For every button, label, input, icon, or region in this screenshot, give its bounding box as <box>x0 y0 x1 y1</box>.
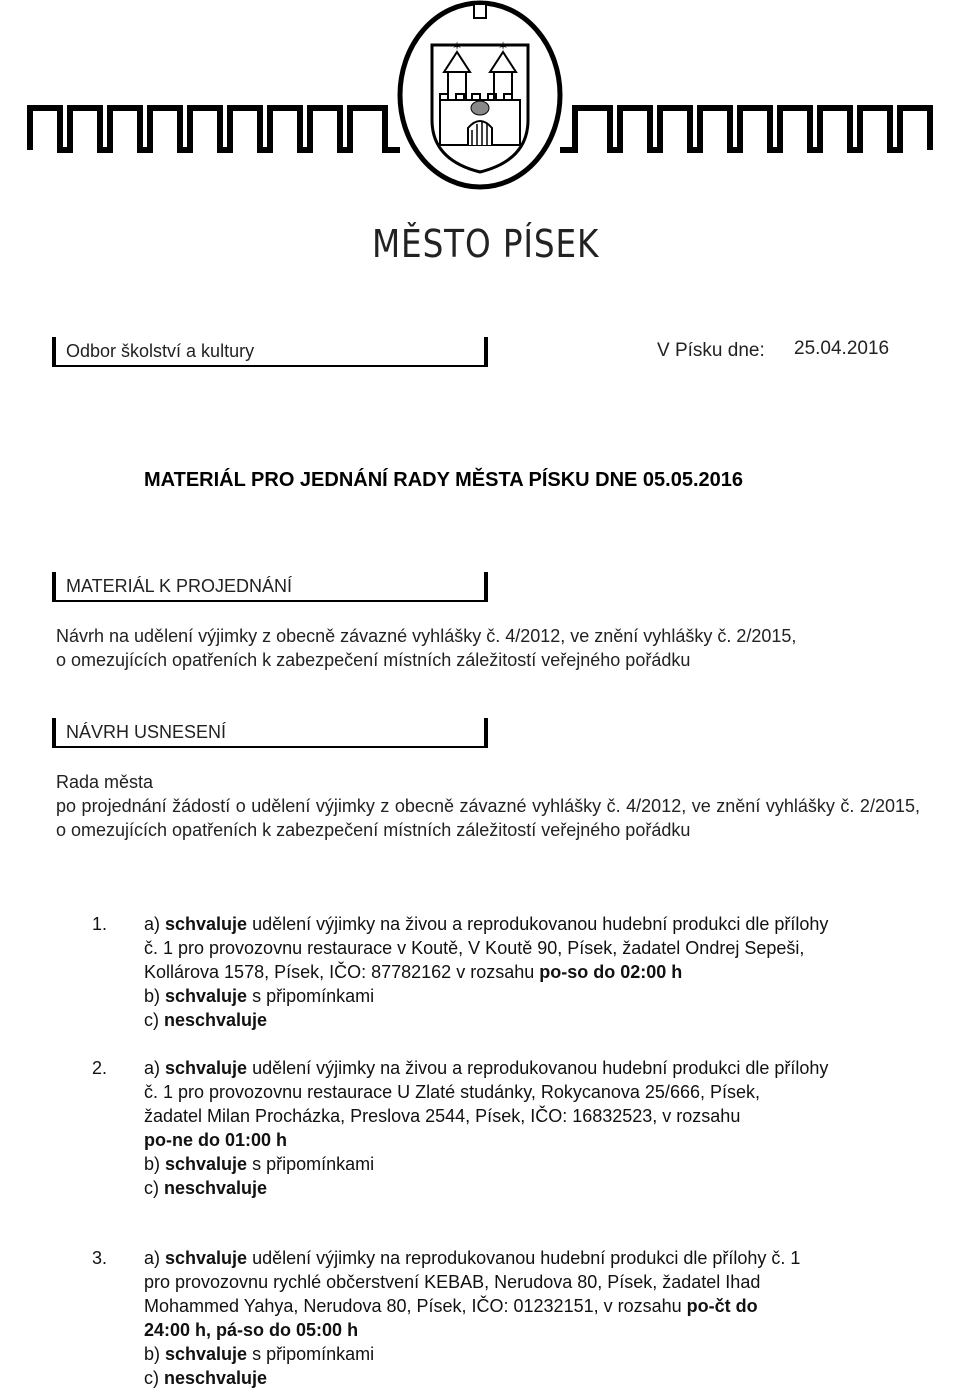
option-b-prefix: b) <box>144 1154 166 1174</box>
department-label: Odbor školství a kultury <box>52 337 488 367</box>
approve-keyword: schvaluje <box>165 986 248 1006</box>
approve-keyword: schvaluje <box>165 1248 248 1268</box>
date-value: 25.04.2016 <box>794 338 890 359</box>
item-text: č. 1 pro provozovnu restaurace v Koutě, V Koutě 90, Písek, žadatel Ondrej Sepeši, <box>144 938 805 958</box>
option-c-prefix: c) <box>144 1368 164 1388</box>
option-a-prefix: a) <box>144 914 166 934</box>
town-name: MĚSTO PÍSEK <box>372 222 600 266</box>
section-material-label: MATERIÁL K PROJEDNÁNÍ <box>52 572 488 602</box>
lion-icon <box>471 101 489 115</box>
item-text: pro provozovnu rychlé občerstvení KEBAB, Nerudova 80, Písek, žadatel Ihad <box>144 1272 761 1292</box>
material-line: o omezujících opatřeních k zabezpečení místních záležitostí veřejného pořádku <box>56 650 691 670</box>
item-text: č. 1 pro provozovnu restaurace U Zlaté studánky, Rokycanova 25/666, Písek, <box>144 1082 760 1102</box>
reject-keyword: neschvaluje <box>164 1010 268 1030</box>
reject-keyword: neschvaluje <box>164 1178 268 1198</box>
battlement-line-left-icon <box>30 108 400 150</box>
option-a-prefix: a) <box>144 1058 166 1078</box>
approve-keyword: schvaluje <box>165 914 248 934</box>
resolution-intro: po projednání žádostí o udělení výjimky z obecně závazné vyhlášky č. 4/2012, ve znění vyhlášky č. 2/2015, o omezujících opatřeních k zabezpečení místních záležitostí veřejného pořádku <box>56 796 920 840</box>
approve-keyword: schvaluje <box>165 1154 248 1174</box>
item-number: 3. <box>92 1248 108 1268</box>
hours-range: po-čt do <box>686 1296 758 1316</box>
hours-range: 24:00 h, pá-so do 05:00 h <box>144 1320 359 1340</box>
hours-range: po-ne do 01:00 h <box>144 1130 288 1150</box>
item-text: udělení výjimky na živou a reprodukovanou hudební produkci dle přílohy <box>247 1058 829 1078</box>
item-number: 2. <box>92 1058 108 1078</box>
svg-text:✶: ✶ <box>451 39 463 53</box>
item-text: žadatel Milan Procházka, Preslova 2544, Písek, IČO: 16832523, v rozsahu <box>144 1106 741 1126</box>
reject-keyword: neschvaluje <box>164 1368 268 1388</box>
battlement-line-right-icon <box>560 108 930 150</box>
option-b-prefix: b) <box>144 986 166 1006</box>
item-text: s připomínkami <box>247 1154 375 1174</box>
hours-range: po-so do 02:00 h <box>539 962 683 982</box>
material-description <box>56 624 916 672</box>
material-line: Návrh na udělení výjimky z obecně závazné vyhlášky č. 4/2012, ve znění vyhlášky č. 2/2015, <box>56 626 797 646</box>
approve-keyword: schvaluje <box>165 1344 248 1364</box>
item-text: s připomínkami <box>247 986 375 1006</box>
coat-of-arms-logo <box>0 0 960 220</box>
list-item <box>92 1056 912 1200</box>
option-c-prefix: c) <box>144 1178 164 1198</box>
item-text: udělení výjimky na živou a reprodukovanou hudební produkci dle přílohy <box>247 914 829 934</box>
item-text: udělení výjimky na reprodukovanou hudební produkci dle přílohy č. 1 <box>247 1248 801 1268</box>
date-label: V Písku dne: <box>657 340 765 361</box>
item-text: Kollárova 1578, Písek, IČO: 87782162 v rozsahu <box>144 962 540 982</box>
option-c-prefix: c) <box>144 1010 164 1030</box>
list-item <box>92 1246 912 1390</box>
approve-keyword: schvaluje <box>165 1058 248 1078</box>
page-title: MATERIÁL PRO JEDNÁNÍ RADY MĚSTA PÍSKU DNE 05.05.2016 <box>144 469 744 491</box>
list-item <box>92 912 912 1032</box>
item-text: Mohammed Yahya, Nerudova 80, Písek, IČO: 01232151, v rozsahu <box>144 1296 687 1316</box>
item-text: s připomínkami <box>247 1344 375 1364</box>
item-number: 1. <box>92 914 108 934</box>
option-a-prefix: a) <box>144 1248 166 1268</box>
council-label: Rada města <box>56 772 154 792</box>
section-resolution-label: NÁVRH USNESENÍ <box>52 718 488 748</box>
option-b-prefix: b) <box>144 1344 166 1364</box>
svg-text:✶: ✶ <box>497 39 509 53</box>
